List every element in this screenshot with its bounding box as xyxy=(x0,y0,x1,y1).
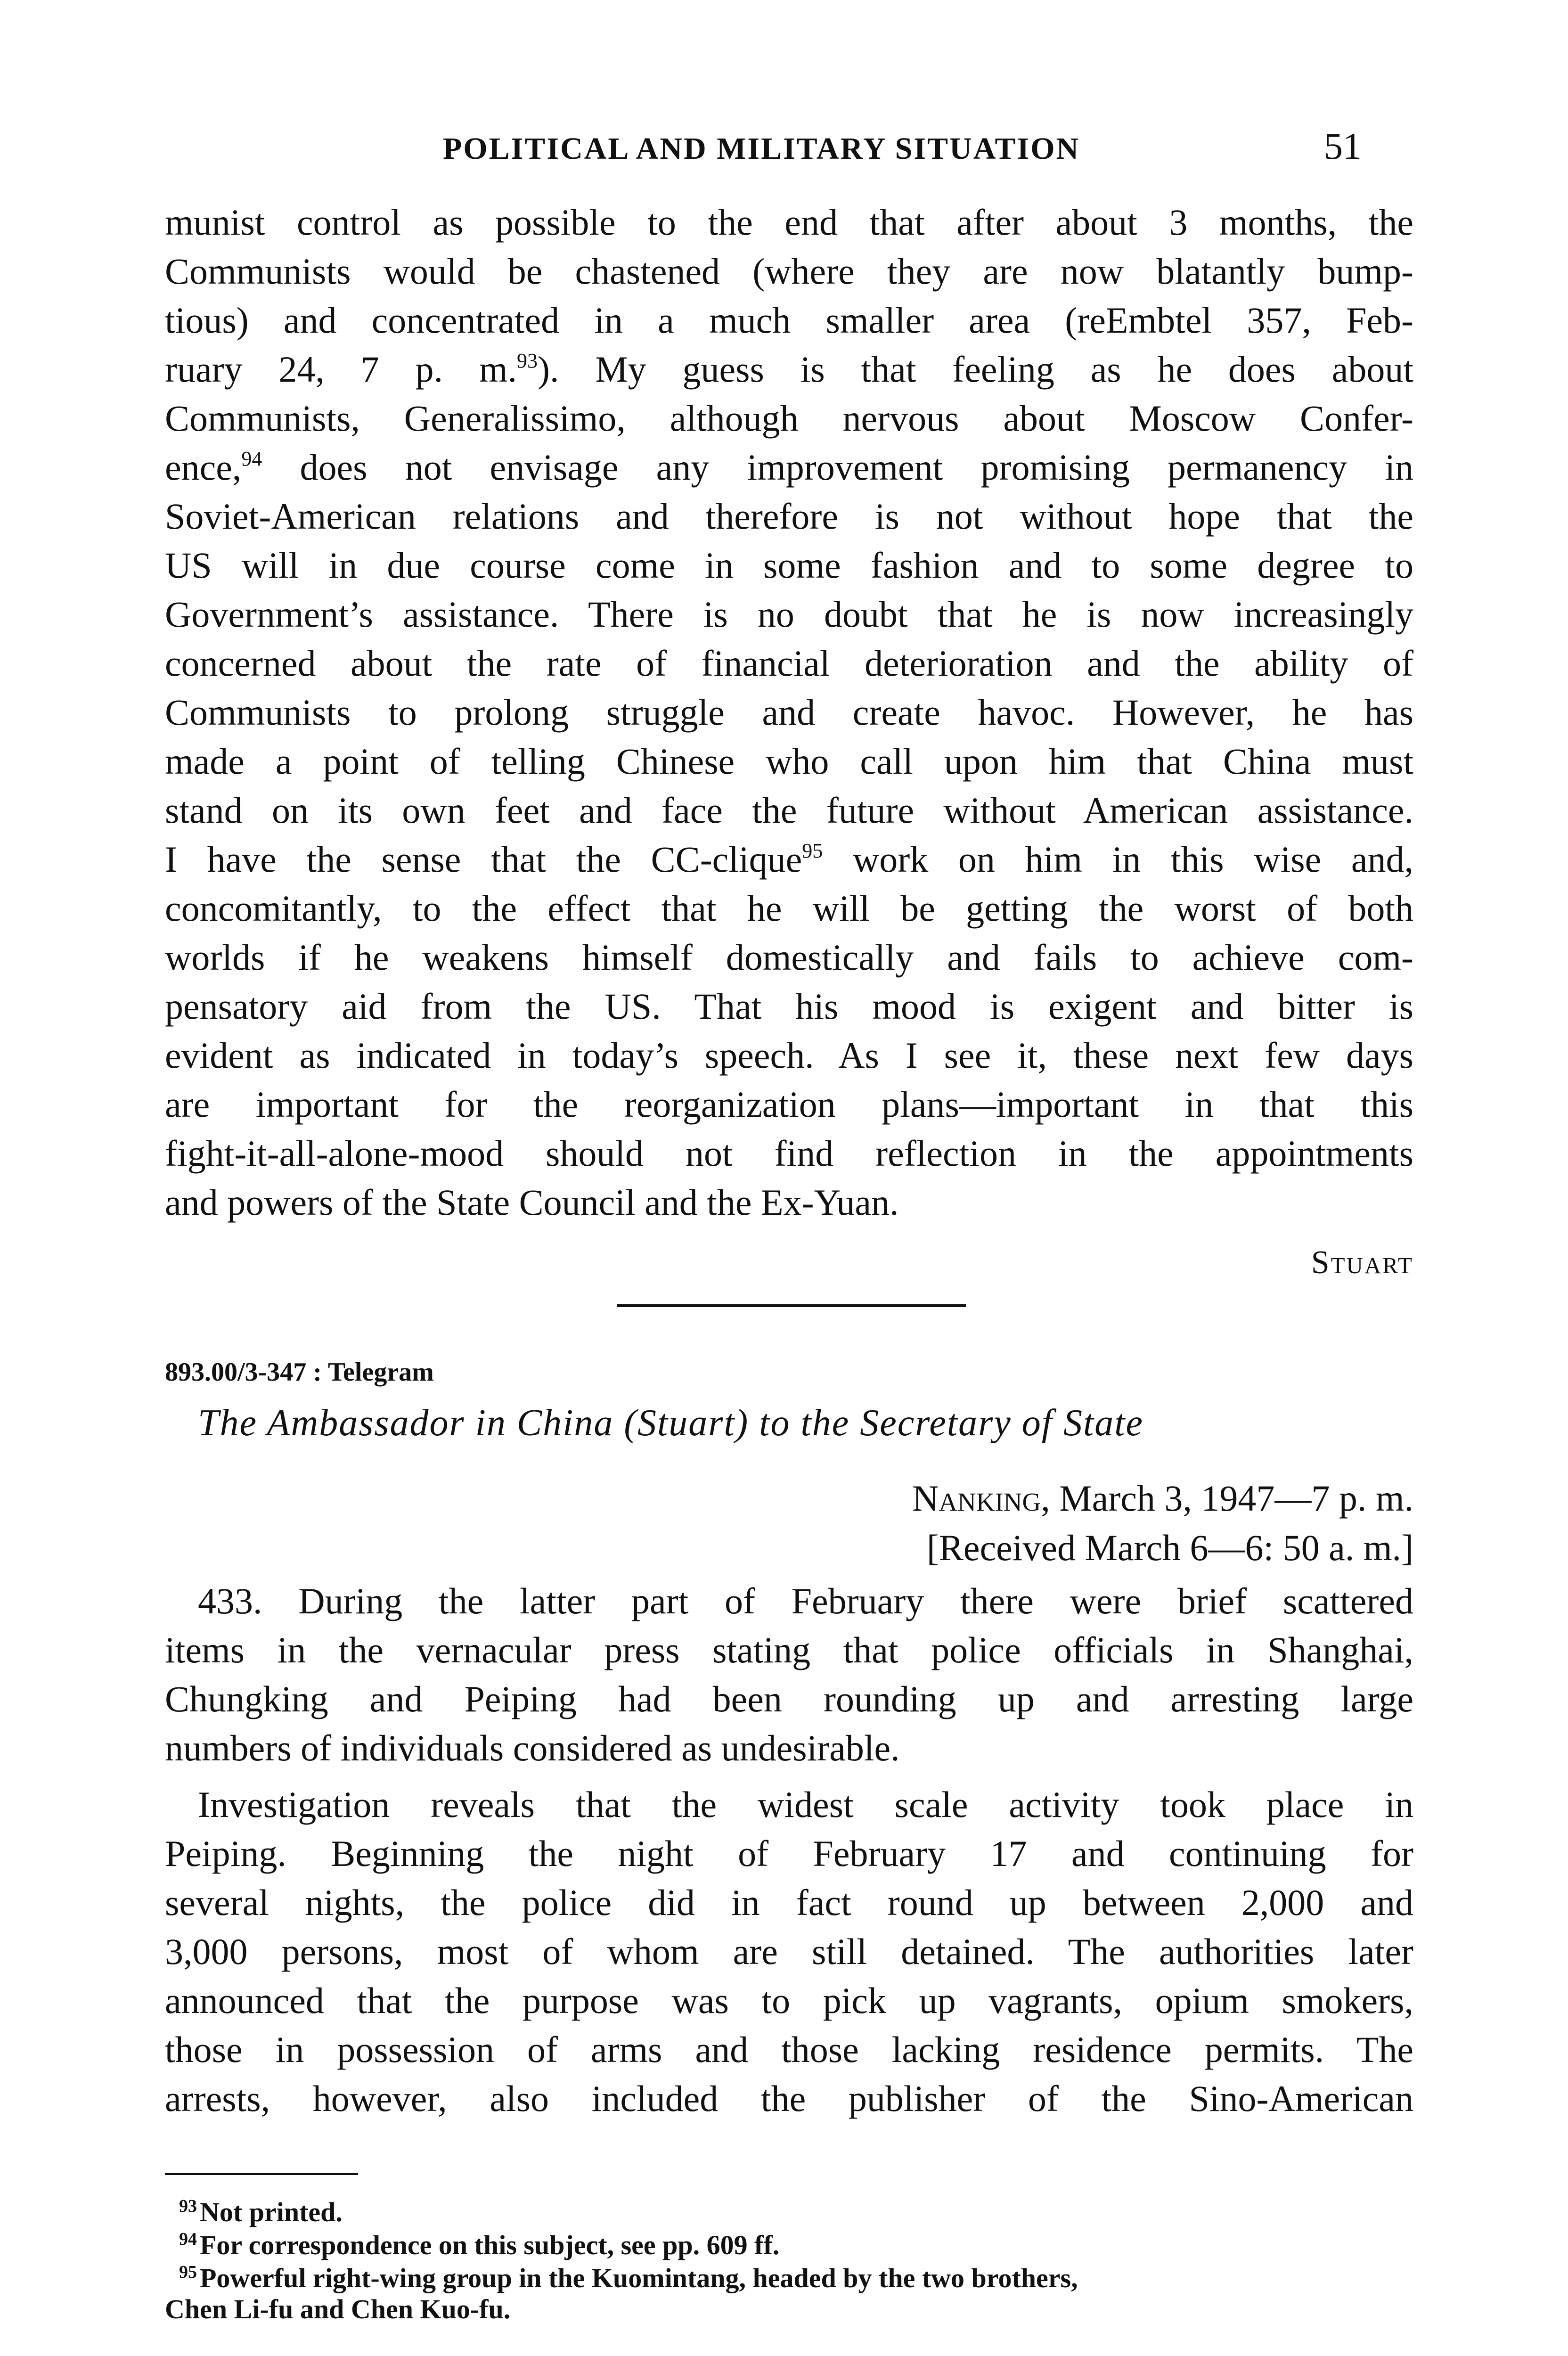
document-reference: 893.00/3-347 : Telegram xyxy=(165,1358,434,1387)
dateline-place: Nanking, xyxy=(912,1478,1050,1519)
body-line: 3,000 persons, most of whom are still detained. The authorities later xyxy=(165,1931,1413,1972)
footnote-94 xyxy=(165,2229,1413,2262)
body-line: numbers of individuals considered as undesirable. xyxy=(165,1727,900,1768)
body-line: Investigation reveals that the widest scale activity took place in xyxy=(198,1784,1413,1825)
footnote-text: Powerful right-wing group in the Kuomintang, headed by the two brothers, xyxy=(200,2263,1078,2293)
body-line xyxy=(165,345,1413,394)
body-line: made a point of telling Chinese who call upon him that China must xyxy=(165,741,1413,782)
body-line: pensatory aid from the US. That his mood is exigent and bitter is xyxy=(165,986,1413,1027)
body-line: concomitantly, to the effect that he will be getting the worst of both xyxy=(165,888,1413,929)
body-text: work on him in this wise and, xyxy=(823,839,1413,880)
section-divider xyxy=(617,1304,966,1307)
body-line: Soviet-American relations and therefore is not without hope that the xyxy=(165,496,1413,537)
footnote-mark: 93 xyxy=(179,2196,197,2216)
body-line: tious) and concentrated in a much smaller area (reEmbtel 357, Feb- xyxy=(165,300,1413,341)
body-line: worlds if he weakens himself domestically and fails to achieve com- xyxy=(165,937,1413,978)
body-line xyxy=(165,443,1413,492)
signature: Stuart xyxy=(1311,1244,1413,1281)
footnote-95 xyxy=(165,2262,1413,2295)
body-text: ence, xyxy=(165,447,242,488)
body-line: announced that the purpose was to pick up vagrants, opium smokers, xyxy=(165,1980,1413,2021)
received-line: [Received March 6—6: 50 a. m.] xyxy=(926,1527,1413,1568)
body-line xyxy=(165,835,1413,884)
body-line: are important for the reorganization plans—important in that this xyxy=(165,1084,1413,1125)
body-line: Communists would be chastened (where they are now blatantly bump- xyxy=(165,251,1413,292)
body-line: and powers of the State Council and the Ex-Yuan. xyxy=(165,1182,899,1223)
footnote-text: Chen Li-fu and Chen Kuo-fu. xyxy=(165,2294,511,2324)
footnote-text: For correspondence on this subject, see pp. 609 ff. xyxy=(200,2230,780,2260)
body-line: fight-it-all-alone-mood should not find reflection in the appointments xyxy=(165,1133,1413,1174)
body-line: Communists, Generalissimo, although nervous about Moscow Confer- xyxy=(165,398,1413,439)
body-text: ). My guess is that feeling as he does about xyxy=(538,349,1413,390)
footnote-ref[interactable]: 94 xyxy=(241,447,262,470)
footnote-rule xyxy=(165,2173,358,2175)
footnote-text: Not printed. xyxy=(200,2197,343,2227)
body-line: evident as indicated in today’s speech. As I see it, these next few days xyxy=(165,1035,1413,1076)
body-text: ruary 24, 7 p. m. xyxy=(165,349,517,390)
body-line: items in the vernacular press stating that police officials in Shanghai, xyxy=(165,1629,1413,1670)
body-line: US will in due course come in some fashion and to some degree to xyxy=(165,545,1413,586)
body-line: those in possession of arms and those lacking residence permits. The xyxy=(165,2029,1413,2070)
footnote-mark: 94 xyxy=(179,2229,197,2249)
body-line: Chungking and Peiping had been rounding up and arresting large xyxy=(165,1678,1413,1719)
running-title: POLITICAL AND MILITARY SITUATION xyxy=(443,131,1080,166)
footnote-95-continued xyxy=(165,2293,1413,2326)
body-line: Government’s assistance. There is no doubt that he is now increasingly xyxy=(165,594,1413,635)
footnote-ref[interactable]: 95 xyxy=(802,839,823,862)
body-line: stand on its own feet and face the future without American assistance. xyxy=(165,790,1413,831)
body-line: Peiping. Beginning the night of February 17 and continuing for xyxy=(165,1833,1413,1874)
body-line: concerned about the rate of financial deterioration and the ability of xyxy=(165,643,1413,684)
document-title: The Ambassador in China (Stuart) to the Secretary of State xyxy=(198,1402,1143,1444)
body-line: several nights, the police did in fact round up between 2,000 and xyxy=(165,1882,1413,1923)
body-line: arrests, however, also included the publisher of the Sino-American xyxy=(165,2078,1413,2119)
footnote-93 xyxy=(165,2196,1413,2229)
page-number: 51 xyxy=(1324,126,1362,167)
dateline-date: March 3, 1947—7 p. m. xyxy=(1050,1478,1413,1519)
footnote-mark: 95 xyxy=(179,2262,197,2282)
body-text: does not envisage any improvement promising permanency in xyxy=(262,447,1413,488)
dateline xyxy=(912,1477,1413,1520)
footnote-ref[interactable]: 93 xyxy=(517,349,538,372)
body-line: Communists to prolong struggle and create havoc. However, he has xyxy=(165,692,1413,733)
body-text: I have the sense that the CC-clique xyxy=(165,839,802,880)
body-line: 433. During the latter part of February there were brief scattered xyxy=(198,1580,1413,1621)
body-line: munist control as possible to the end that after about 3 months, the xyxy=(165,202,1413,243)
